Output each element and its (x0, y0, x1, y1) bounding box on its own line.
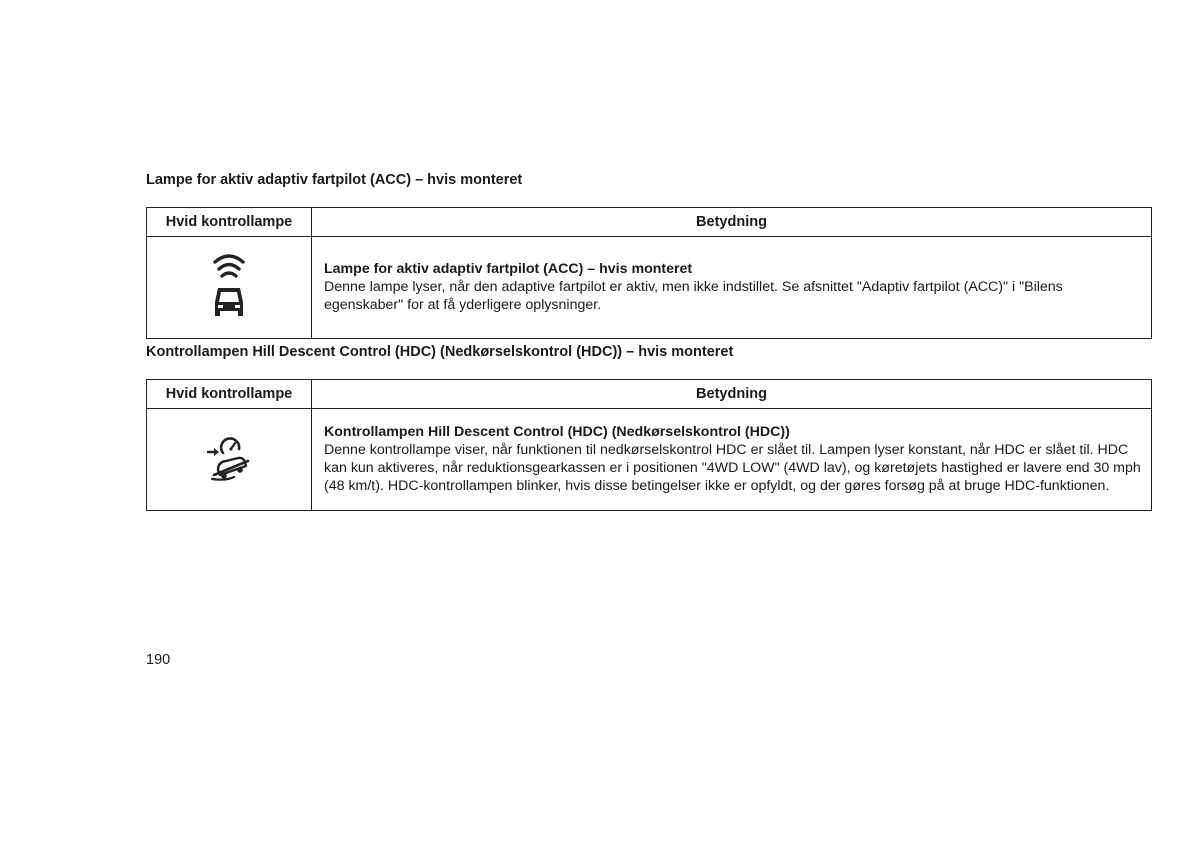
icon-cell (147, 237, 312, 339)
description-title: Kontrollampen Hill Descent Control (HDC) (Nedkørselskontrol (HDC)) (324, 423, 790, 440)
adaptive-cruise-control-icon (209, 252, 249, 324)
column-header-meaning: Betydning (312, 380, 1152, 409)
column-header-meaning: Betydning (312, 208, 1152, 237)
table-row (147, 237, 1152, 339)
description-cell (312, 237, 1152, 339)
table-header-row (147, 208, 1152, 237)
section-heading-hdc: Kontrollampen Hill Descent Control (HDC) (Nedkørselskontrol (HDC)) – hvis monteret (146, 344, 734, 360)
acc-lamp-table (146, 207, 1152, 339)
description-cell (312, 409, 1152, 511)
section-heading-acc: Lampe for aktiv adaptiv fartpilot (ACC) – hvis monteret (146, 172, 523, 188)
description-body: Denne kontrollampe viser, når funktionen til nedkørselskontrol HDC er slået til. Lampen lyser konstant, når HDC er slået til. HDC kan kun aktiveres, når reduktionsgearkassen er i positionen "4WD LOW" (4WD lav), og køretøjets hastighed er lavere end 30 mph (48 km/t). HDC-kontrollampen blinker, hvis disse betingelser ikke er opfyldt, og der gøres forsøg på at bruge HDC-funktionen. (324, 441, 1141, 494)
page-number: 190 (146, 652, 171, 668)
hdc-lamp-table (146, 379, 1152, 511)
table-row (147, 409, 1152, 511)
description-title: Lampe for aktiv adaptiv fartpilot (ACC) – hvis monteret (324, 260, 693, 277)
table-header-row (147, 380, 1152, 409)
description-body: Denne lampe lyser, når den adaptive fartpilot er aktiv, men ikke indstillet. Se afsnittet "Adaptiv fartpilot (ACC)" i "Bilens egenskaber" for at få yderligere oplysninger. (324, 278, 1063, 313)
column-header-lamp: Hvid kontrollampe (147, 380, 312, 409)
column-header-lamp: Hvid kontrollampe (147, 208, 312, 237)
hill-descent-control-icon (204, 437, 254, 483)
icon-cell (147, 409, 312, 511)
